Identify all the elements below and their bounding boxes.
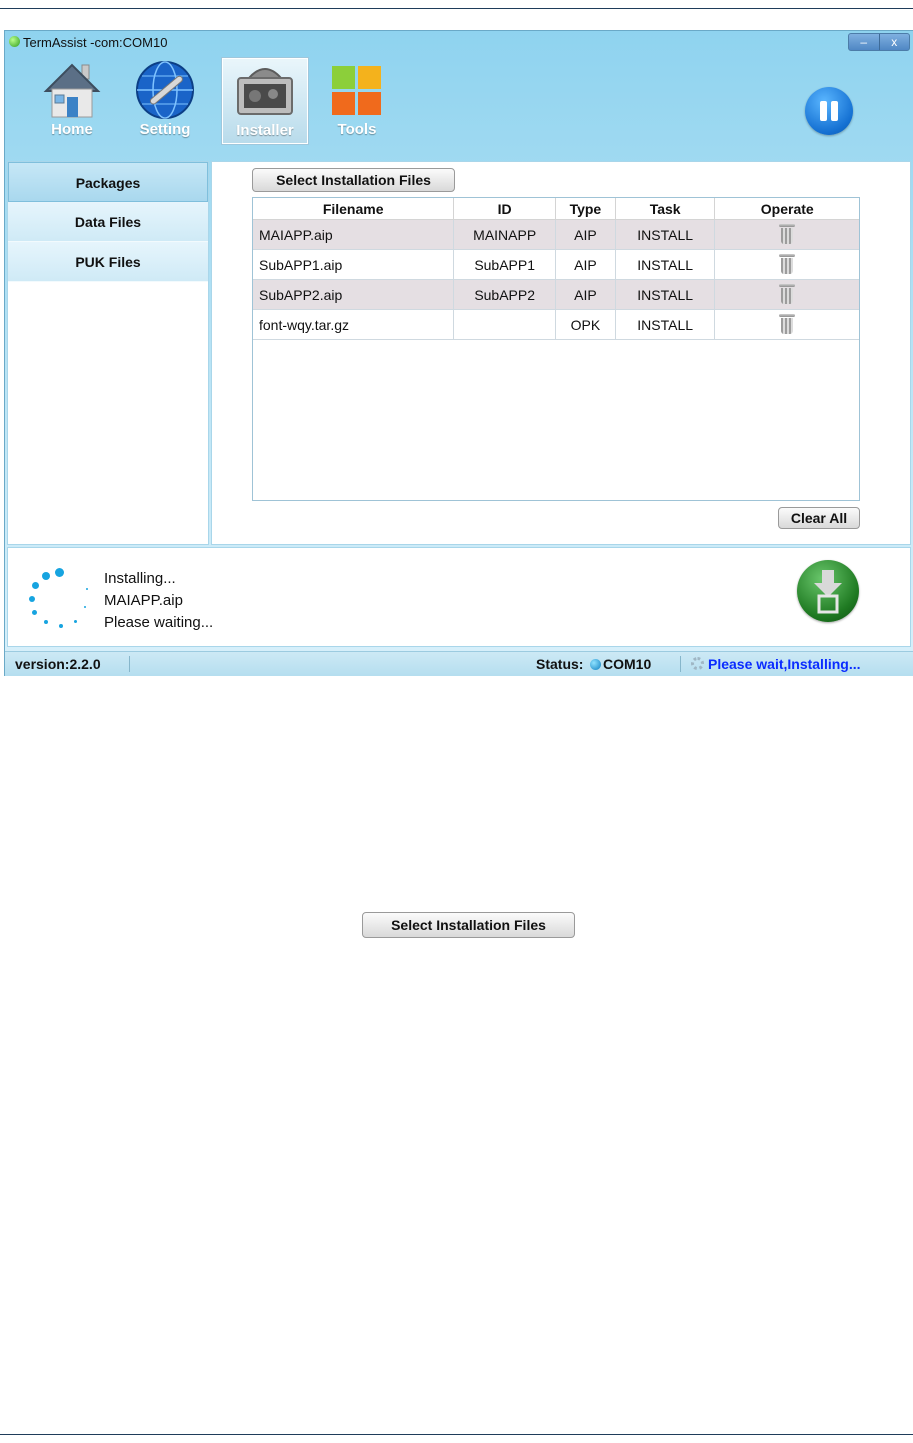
sidebar-item-puk-files[interactable]: PUK Files: [8, 242, 208, 282]
select-installation-files-button[interactable]: Select Installation Files: [252, 168, 455, 192]
nav-tools-label: Tools: [337, 121, 377, 138]
globe-wrench-icon: [134, 59, 196, 121]
sidebar-item-packages[interactable]: Packages: [8, 162, 208, 202]
select-installation-files-button-large[interactable]: Select Installation Files: [362, 912, 575, 938]
install-download-button[interactable]: [797, 560, 859, 622]
column-header-task: Task: [616, 198, 716, 219]
progress-status-text: Installing...: [104, 570, 176, 587]
close-button[interactable]: x: [879, 34, 910, 50]
trash-icon[interactable]: [778, 283, 796, 305]
cell-filename: MAIAPP.aip: [253, 220, 454, 249]
install-progress-panel: [7, 547, 911, 647]
nav-setting[interactable]: [121, 57, 209, 145]
cell-type: OPK: [556, 310, 616, 339]
nav-setting-label: Setting: [139, 121, 191, 138]
download-device-icon: [797, 560, 859, 622]
cell-id: SubAPP2: [454, 280, 556, 309]
cell-operate: [715, 220, 859, 249]
sidebar-item-data-files[interactable]: Data Files: [8, 202, 208, 242]
column-header-filename: Filename: [253, 198, 454, 219]
title-bar: [5, 31, 913, 53]
cell-filename: SubAPP2.aip: [253, 280, 454, 309]
status-label: Status:: [536, 656, 584, 672]
package-table: [252, 197, 860, 501]
termassist-window: [4, 30, 913, 676]
sidebar: [7, 161, 209, 545]
window-controls: [848, 33, 910, 51]
tools-grid-icon: [331, 65, 383, 117]
cell-task: INSTALL: [616, 250, 716, 279]
cell-operate: [715, 250, 859, 279]
table-row[interactable]: [253, 220, 859, 250]
version-label: version:2.2.0: [15, 656, 101, 672]
cell-operate: [715, 310, 859, 339]
nav-installer-label: Installer: [236, 122, 294, 139]
table-header: [253, 198, 859, 220]
page-bottom-rule: [0, 1434, 913, 1435]
cell-task: INSTALL: [616, 280, 716, 309]
cell-filename: SubAPP1.aip: [253, 250, 454, 279]
pause-button[interactable]: [805, 87, 853, 135]
status-port: COM10: [603, 656, 652, 672]
nav-installer[interactable]: [221, 57, 309, 145]
clear-all-button[interactable]: Clear All: [778, 507, 860, 529]
table-row[interactable]: [253, 250, 859, 280]
busy-gear-icon: [691, 657, 704, 670]
cell-operate: [715, 280, 859, 309]
progress-file-name: MAIAPP.aip: [104, 592, 183, 609]
page-top-rule: [0, 8, 913, 9]
nav-tools[interactable]: [313, 57, 401, 145]
cell-type: AIP: [556, 250, 616, 279]
cell-type: AIP: [556, 280, 616, 309]
cell-task: INSTALL: [616, 310, 716, 339]
cell-task: INSTALL: [616, 220, 716, 249]
installer-board-icon: [235, 62, 295, 118]
app-icon: [9, 36, 20, 47]
cell-filename: font-wqy.tar.gz: [253, 310, 454, 339]
nav-home[interactable]: [28, 57, 116, 145]
cell-id: [454, 310, 556, 339]
minimize-button[interactable]: –: [860, 35, 868, 49]
nav-home-label: Home: [51, 121, 93, 138]
house-icon: [42, 59, 102, 121]
status-message: Please wait,Installing...: [708, 656, 861, 672]
trash-icon[interactable]: [778, 253, 796, 275]
table-row[interactable]: [253, 310, 859, 340]
packages-panel: [211, 161, 911, 545]
trash-icon[interactable]: [778, 313, 796, 335]
column-header-operate: Operate: [760, 201, 814, 217]
pause-icon: [820, 101, 827, 121]
table-row[interactable]: [253, 280, 859, 310]
cell-type: AIP: [556, 220, 616, 249]
connection-dot-icon: [590, 659, 601, 670]
status-bar: [5, 651, 913, 676]
trash-icon[interactable]: [778, 223, 796, 245]
column-header-type: Type: [556, 198, 616, 219]
cell-id: MAINAPP: [454, 220, 556, 249]
column-header-id: ID: [454, 198, 556, 219]
cell-id: SubAPP1: [454, 250, 556, 279]
window-title: TermAssist -com:COM10: [23, 35, 168, 50]
progress-wait-text: Please waiting...: [104, 614, 214, 631]
